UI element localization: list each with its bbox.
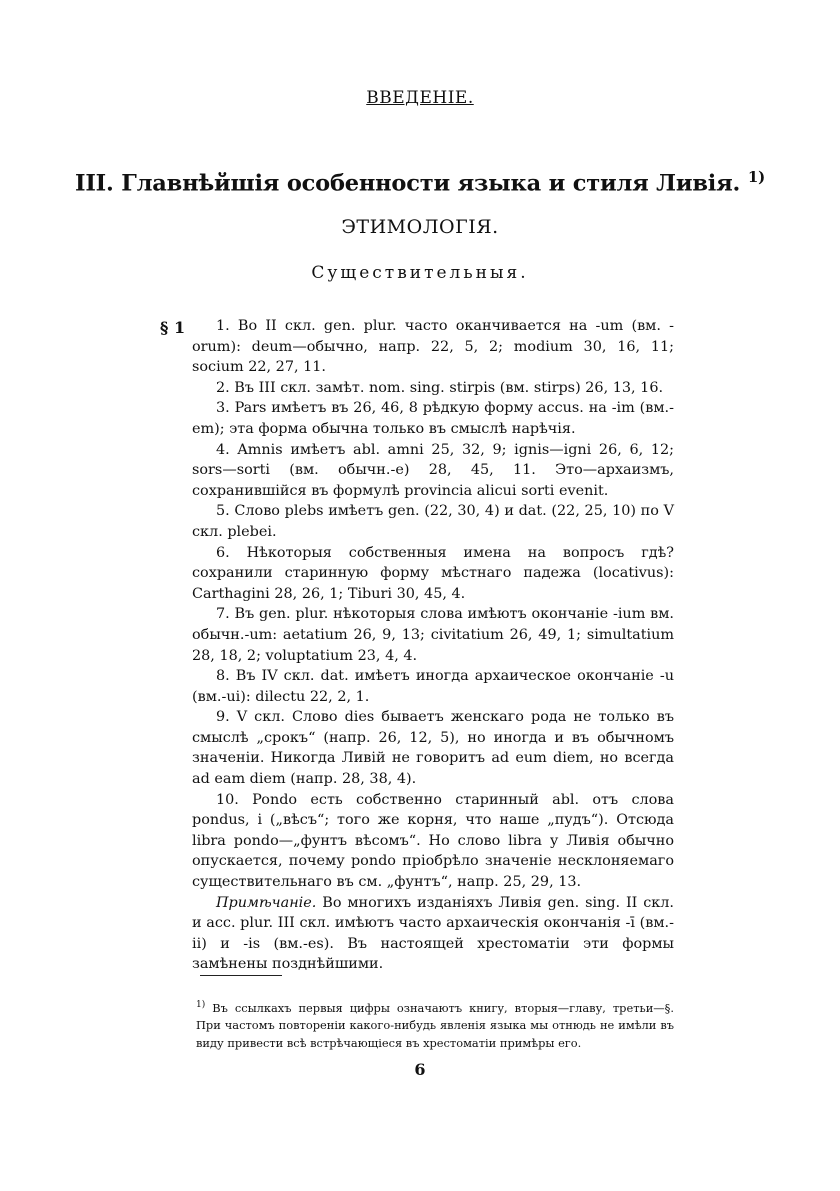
item-9: 9. V скл. Слово dies бываетъ женскаго рода не только въ смыслѣ „срокъ“ (напр. 26, 12, 5), но иногда и въ обычномъ значеніи. Никогда Ливій не говоритъ ad eum diem, но всегда ad eam diem (напр. 28, 38, 4). xyxy=(192,709,674,788)
running-head: ВВЕДЕНІЕ. xyxy=(366,88,474,108)
paragraph-mark: § 1 xyxy=(160,318,186,337)
item-4: 4. Amnis имѣетъ abl. amni 25, 32, 9; ignis—igni 26, 6, 12; sors—sorti (вм. обычн.-e) 28, 45, 11. Это—архаизмъ, сохранившійся въ формулѣ provincia alicui sorti evenit. xyxy=(192,441,674,499)
note-label: Примѣчаніе. xyxy=(216,894,317,911)
item-5: 5. Слово plebs имѣетъ gen. (22, 30, 4) и dat. (22, 25, 10) по V скл. plebei. xyxy=(192,503,674,540)
note-paragraph xyxy=(192,893,674,975)
item-3: 3. Pars имѣетъ въ 26, 46, 8 рѣдкую форму accus. на -im (вм.-em); эта форма обычна только въ смыслѣ нарѣчія. xyxy=(192,400,674,437)
footnote-mark: 1) xyxy=(196,1000,206,1010)
footnote-reference: 1) xyxy=(747,168,765,186)
page-number: 6 xyxy=(414,1060,426,1079)
item-10: 10. Pondo есть собственно старинный abl. отъ слова pondus, i („вѣсъ“; того же корня, что наше „пудъ“). Отсюда libra pondo—„фунтъ вѣсомъ“. Но слово libra у Ливія обычно опускается, почему pondo пріобрѣло значеніе несклоняемаго существительнаго въ см. „фунтъ“, напр. 25, 29, 13. xyxy=(192,791,674,891)
chapter-title xyxy=(0,168,840,197)
footnote-rule xyxy=(200,975,282,976)
item-2: 2. Въ III скл. замѣт. nom. sing. stirpis (вм. stirps) 26, 13, 16. xyxy=(216,379,664,396)
item-8: 8. Въ IV скл. dat. имѣетъ иногда архаическое окончаніе -u (вм.-ui): dilectu 22, 2, 1. xyxy=(192,668,674,705)
item-6: 6. Нѣкоторыя собственныя имена на вопросъ гдѣ? сохранили старинную форму мѣстнаго падежа (locativus): Carthagini 28, 26, 1; Tiburi 30, 45, 4. xyxy=(192,544,674,602)
body-text xyxy=(192,316,674,975)
item-7: 7. Въ gen. plur. нѣкоторыя слова имѣютъ окончаніе -ium вм. обычн.-um: aetatium 26, 9, 13; civitatium 26, 49, 1; simultatium 28, 18, 2; voluptatium 23, 4, 4. xyxy=(192,606,674,664)
item-1: 1. Во II скл. gen. plur. часто оканчивается на -um (вм. -orum): deum—обычно, напр. 22, 5, 2; modium 30, 16, 11; socium 22, 27, 11. xyxy=(192,318,674,376)
note-text: Во многихъ изданіяхъ Ливія gen. sing. II скл. и acc. plur. III скл. имѣютъ часто архаическія окончанія -ī (вм.-ii) и -is (вм.-es). Въ настоящей хрестоматіи эти формы замѣнены позднѣйшими. xyxy=(192,894,674,973)
footnote xyxy=(196,997,674,1052)
footnote-text: Въ ссылкахъ первыя цифры означаютъ книгу, вторыя—главу, третьи—§. При частомъ повтореніи какого-нибудь явленія языка мы отнюдь не имѣли въ виду привести всѣ встрѣчающіеся въ хрестоматіи примѣры его. xyxy=(196,1000,674,1050)
section-title: ЭТИМОЛОГІЯ. xyxy=(341,216,499,238)
subsection-title: Существительныя. xyxy=(311,263,529,283)
chapter-title-text: III. Главнѣйшія особенности языка и стиля Ливія. xyxy=(75,170,741,197)
